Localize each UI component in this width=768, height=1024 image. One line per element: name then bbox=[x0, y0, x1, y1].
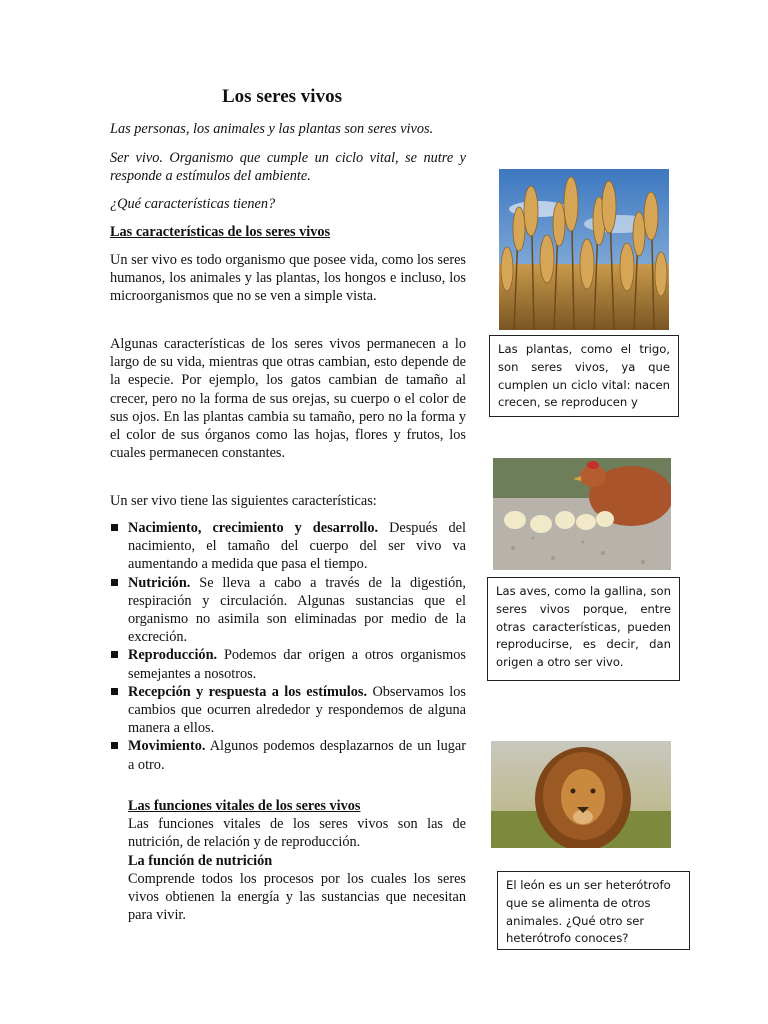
section-heading-vital-functions: Las funciones vitales de los seres vivos bbox=[128, 798, 361, 814]
list-item: Movimiento. Algunos podemos desplazarnos de un lugar a otro. bbox=[110, 737, 466, 773]
hen-caption: Las aves, como la gallina, son seres vivos porque, entre otras características, pueden reproducirse, es decir, dan origen a otro ser vivo. bbox=[487, 577, 680, 681]
section-heading-characteristics: Las características de los seres vivos bbox=[110, 224, 331, 240]
question: ¿Qué características tienen? bbox=[110, 196, 276, 212]
wheat-caption: Las plantas, como el trigo, son seres vivos, ya que cumplen un ciclo vital: nacen crecen, se reproducen y bbox=[489, 335, 679, 417]
lion-photo bbox=[491, 741, 671, 848]
wheat-photo bbox=[499, 169, 669, 330]
intro-line: Las personas, los animales y las plantas son seres vivos. bbox=[110, 121, 434, 137]
list-item: Reproducción. Podemos dar origen a otros organismos semejantes a nosotros. bbox=[110, 646, 466, 682]
list-item: Nutrición. Se lleva a cabo a través de la digestión, respiración y circulación. Algunas sustancias que el organismo no asimila son eliminadas por medio de la excreción. bbox=[110, 574, 466, 647]
paragraph-list-intro: Un ser vivo tiene las siguientes características: bbox=[110, 493, 377, 509]
hen-photo bbox=[493, 458, 671, 570]
paragraph-changes: Algunas características de los seres vivos permanecen a lo largo de su vida, mientras que otras cambian, esto depende de la especie. Por ejemplo, los gatos cambian de tamaño al crecer, pero no la forma de sus orejas, su cuerpo o el color de sus ojos. En las plantas cambia su tamaño, pero no la forma y el color de sus órganos como las hojas, flores y frutos, los cuales permanecen constantes. bbox=[110, 336, 466, 462]
page-title: Los seres vivos bbox=[222, 86, 342, 107]
subheading-nutrition: La función de nutrición bbox=[128, 853, 273, 869]
definition: Ser vivo. Organismo que cumple un ciclo vital, se nutre y responde a estímulos del ambiente. bbox=[110, 150, 466, 185]
lion-caption: El león es un ser heterótrofo que se alimenta de otros animales. ¿Qué otro ser heterótrofo conoces? bbox=[497, 871, 690, 950]
paragraph-definition: Un ser vivo es todo organismo que posee vida, como los seres humanos, los animales y las plantas, los hongos e incluso, los microorganismos que no se ven a simple vista. bbox=[110, 252, 466, 305]
list-item: Recepción y respuesta a los estímulos. Observamos los cambios que ocurren alrededor y respondemos de alguna manera a ellos. bbox=[110, 683, 466, 738]
paragraph-nutrition: Comprende todos los procesos por los cuales los seres vivos obtienen la energía y las sustancias que necesitan para vivir. bbox=[128, 871, 466, 924]
list-item: Nacimiento, crecimiento y desarrollo. Después del nacimiento, el tamaño del cuerpo del ser vivo va aumentando a medida que pasa el tiempo. bbox=[110, 519, 466, 574]
paragraph-vital-functions: Las funciones vitales de los seres vivos son las de nutrición, de relación y de reproducción. bbox=[128, 816, 466, 851]
characteristics-list bbox=[110, 519, 466, 774]
